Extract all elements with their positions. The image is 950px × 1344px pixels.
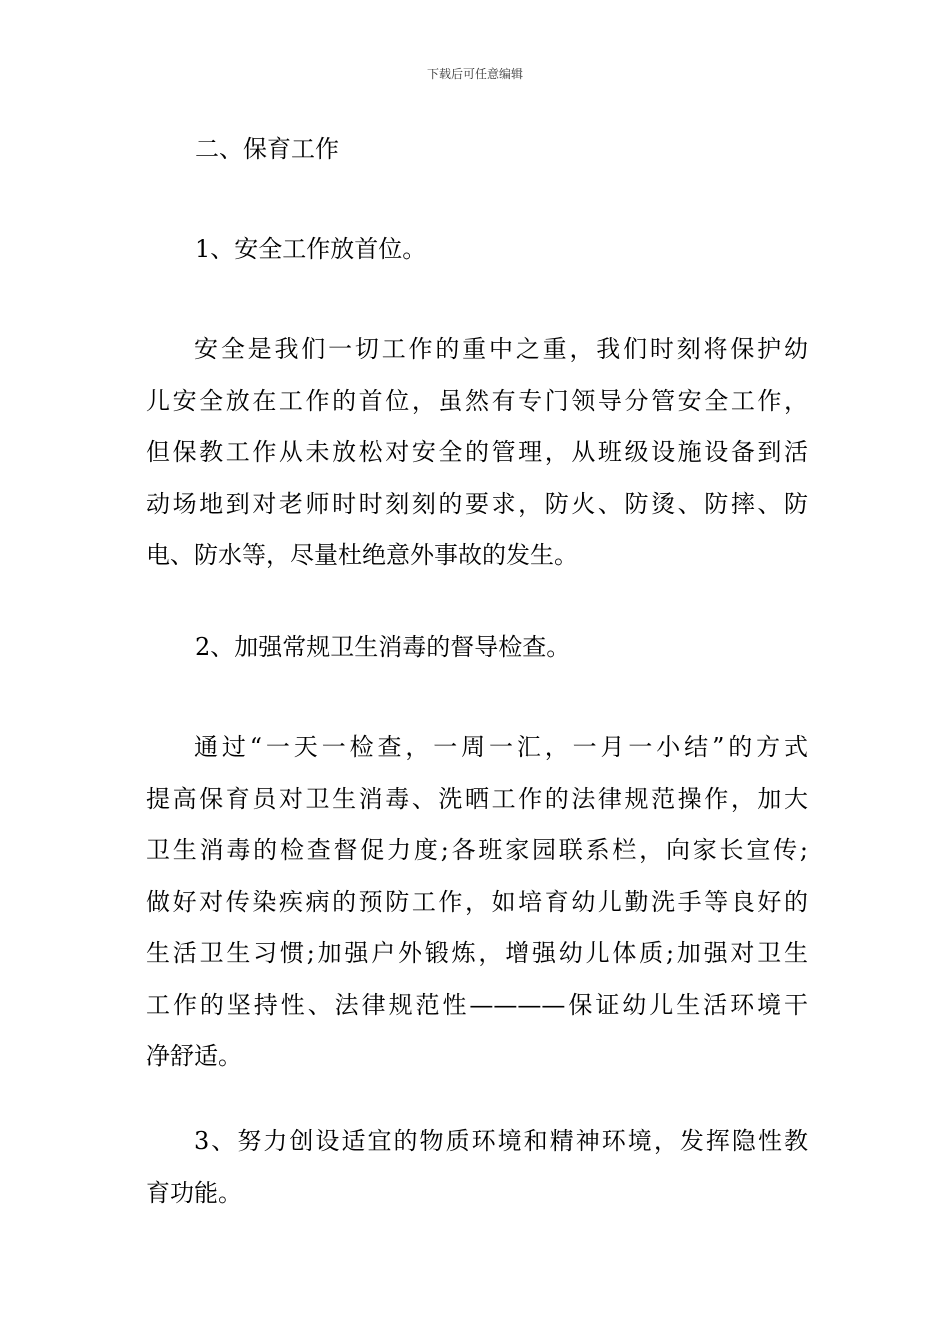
paragraph-line: 电、防水等，尽量杜绝意外事故的发生。 (146, 541, 578, 569)
section-title: 二、保育工作 (195, 135, 339, 163)
paragraph-line: 通过“一天一检查，一周一汇，一月一小结”的方式 (194, 733, 808, 761)
paragraph-line: 生活卫生习惯;加强户外锻炼，增强幼儿体质;加强对卫生 (146, 939, 808, 967)
paragraph-line: 卫生消毒的检查督促力度;各班家园联系栏，向家长宣传; (146, 836, 808, 864)
paragraph-line: 但保教工作从未放松对安全的管理，从班级设施设备到活 (146, 438, 808, 466)
paragraph-line: 净舒适。 (146, 1042, 242, 1070)
paragraph-line: 做好对传染疾病的预防工作，如培育幼儿勤洗手等良好的 (146, 887, 808, 916)
paragraph-line: 3、努力创设适宜的物质环境和精神环境，发挥隐性教 (194, 1127, 808, 1155)
paragraph-line: 提高保育员对卫生消毒、洗晒工作的法律规范操作，加大 (146, 784, 808, 813)
item-3-paragraph (146, 1116, 808, 1219)
paragraph-line: 育功能。 (146, 1178, 242, 1207)
item-1-paragraph (146, 324, 808, 582)
paragraph-line: 动场地到对老师时时刻刻的要求，防火、防烫、防摔、防 (146, 489, 808, 518)
item-2-paragraph (146, 722, 808, 1083)
page-header-note: 下载后可任意编辑 (426, 67, 523, 81)
item-2-heading: 2、加强常规卫生消毒的督导检查。 (195, 633, 571, 661)
item-1-heading: 1、安全工作放首位。 (195, 235, 427, 263)
paragraph-line: 工作的坚持性、法律规范性————保证幼儿生活环境干 (146, 990, 808, 1019)
paragraph-line: 安全是我们一切工作的重中之重，我们时刻将保护幼 (194, 335, 808, 363)
paragraph-line: 儿安全放在工作的首位，虽然有专门领导分管安全工作， (146, 386, 808, 415)
